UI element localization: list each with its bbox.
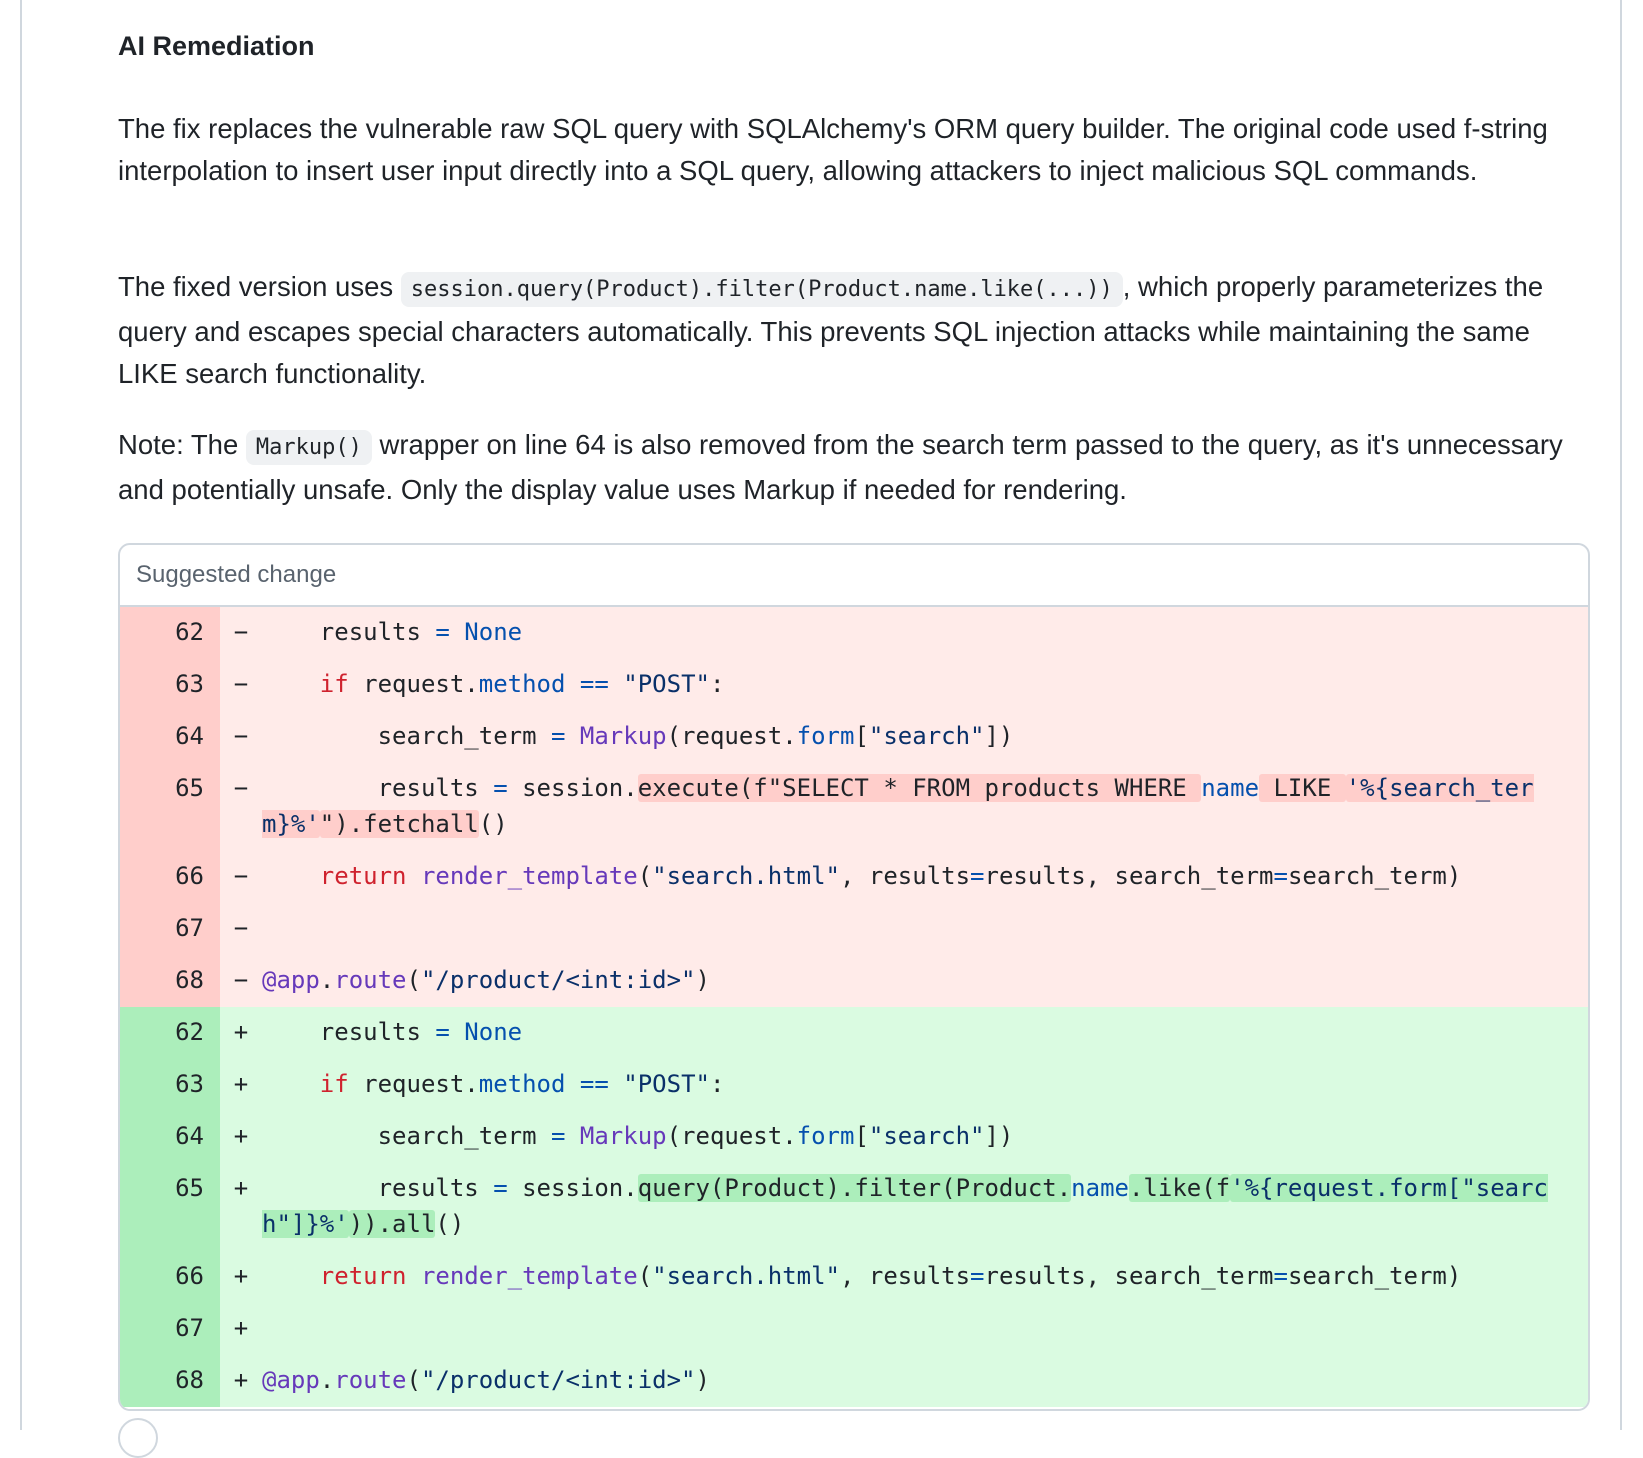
line-number: 66 (120, 851, 220, 903)
code-token (609, 670, 623, 698)
code-line (262, 607, 1588, 659)
code-line (262, 1163, 1588, 1251)
inline-code-orm-query: session.query(Product).filter(Product.name.like(...)) (401, 272, 1123, 307)
code-token: results, search_term (984, 1262, 1274, 1290)
code-token: ) (695, 966, 710, 994)
code-token: form (796, 1122, 855, 1150)
diff-line-add (120, 1007, 1588, 1059)
code-token: request. (348, 670, 479, 698)
code-token: ) (695, 1366, 710, 1394)
code-token: .like(f (1128, 1174, 1231, 1202)
code-token: "search.html" (652, 1262, 840, 1290)
explanation-paragraph-2 (118, 266, 1590, 395)
diff-line-del (120, 903, 1588, 955)
code-token (565, 670, 579, 698)
code-token (450, 618, 464, 646)
code-token: results (262, 774, 494, 802)
code-token: search_term (262, 1122, 551, 1150)
code-line (262, 1251, 1588, 1303)
diff-sign: − (233, 966, 249, 994)
code-token: results, search_term (984, 862, 1274, 890)
code-token: = (970, 862, 985, 890)
line-number: 63 (120, 1059, 220, 1111)
code-line (262, 851, 1588, 903)
code-token: execute(f"SELECT * FROM products WHERE (637, 774, 1202, 802)
code-token: (request. (666, 1122, 797, 1150)
code-token: session. (507, 1174, 638, 1202)
code-token: , results (840, 862, 971, 890)
code-token: None (464, 1018, 523, 1046)
code-token: results (262, 1018, 436, 1046)
line-number: 66 (120, 1251, 220, 1303)
diff-sign: − (233, 722, 249, 750)
code-token (407, 1262, 421, 1290)
code-token (609, 1070, 623, 1098)
code-token (262, 1070, 320, 1098)
diff-line-del (120, 607, 1588, 659)
line-number: 64 (120, 1111, 220, 1163)
diff-sign: + (233, 1070, 249, 1098)
code-token: = (493, 1174, 508, 1202)
code-token: query(Product).filter(Product. (637, 1174, 1072, 1202)
code-token: '%{search_term}%' (262, 774, 1534, 838)
code-token: ( (406, 1366, 421, 1394)
code-line (262, 903, 1588, 955)
code-line (262, 1355, 1588, 1407)
code-line (262, 711, 1588, 763)
code-token: route (334, 966, 407, 994)
code-token: . (319, 1366, 335, 1394)
line-number: 67 (120, 1303, 220, 1355)
code-token: LIKE (1259, 774, 1346, 802)
code-token (262, 670, 320, 698)
paragraph-3-text-before: Note: The (118, 429, 246, 460)
code-token: ( (637, 862, 653, 890)
code-token: ]) (984, 1122, 1014, 1150)
code-line (262, 1111, 1588, 1163)
diff-line-add (120, 1251, 1588, 1303)
code-token: "search" (868, 722, 985, 750)
code-token: @app (262, 966, 320, 994)
code-token (262, 862, 320, 890)
line-number: 64 (120, 711, 220, 763)
code-token (565, 722, 579, 750)
code-token: results (262, 1174, 494, 1202)
code-token: "/product/<int:id>" (420, 1366, 696, 1394)
diff-sign: − (233, 914, 249, 942)
code-token: = (493, 774, 508, 802)
diff-line-add (120, 1303, 1588, 1355)
code-token: : (709, 1070, 725, 1098)
code-token (262, 1262, 320, 1290)
code-token: return (319, 1262, 407, 1290)
code-token: search_term) (1287, 1262, 1462, 1290)
code-token: = (550, 722, 566, 750)
diff-sign: + (233, 1262, 249, 1290)
paragraph-2-text-after: , which properly parameterizes the query and escapes special characters automatically. This prevents SQL injection attacks while maintaining the same LIKE search functionality. (118, 271, 1544, 389)
diff-line-del (120, 763, 1588, 851)
code-token: render_template (420, 1262, 638, 1290)
diff-sign: − (233, 670, 249, 698)
code-token: form (796, 722, 855, 750)
diff-sign: + (233, 1366, 249, 1394)
diff-line-del (120, 659, 1588, 711)
code-token: "/product/<int:id>" (420, 966, 696, 994)
code-token: ").fetchall (319, 810, 479, 838)
code-token: if (319, 1070, 349, 1098)
code-token: = (550, 1122, 566, 1150)
diff-line-add (120, 1355, 1588, 1407)
code-token: route (334, 1366, 407, 1394)
line-number: 68 (120, 955, 220, 1007)
code-token (450, 1018, 464, 1046)
code-token: : (709, 670, 725, 698)
code-token: search_term) (1287, 862, 1462, 890)
code-token: '%{request.form["search"]}%' (262, 1174, 1549, 1238)
code-token (565, 1070, 579, 1098)
diff-sign: − (233, 862, 249, 890)
code-token: = (970, 1262, 985, 1290)
diff-line-del (120, 851, 1588, 903)
code-token: (request. (666, 722, 797, 750)
line-number: 63 (120, 659, 220, 711)
diff-line-add (120, 1111, 1588, 1163)
code-token: () (478, 810, 508, 838)
suggested-change-header: Suggested change (120, 545, 1588, 607)
code-token: method (478, 670, 566, 698)
reaction-icon[interactable] (118, 1418, 158, 1458)
explanation-paragraph-3 (118, 424, 1590, 511)
diff-sign: + (233, 1314, 249, 1342)
diff-sign: + (233, 1122, 249, 1150)
diff-line-del (120, 711, 1588, 763)
remediation-heading: AI Remediation (118, 31, 315, 61)
code-token: == (579, 1070, 609, 1098)
code-token: render_template (420, 862, 638, 890)
code-token: if (319, 670, 349, 698)
code-token (565, 1122, 579, 1150)
code-token: "POST" (623, 670, 710, 698)
code-token: None (464, 618, 523, 646)
code-token: )).all (348, 1210, 436, 1238)
code-token: ( (637, 1262, 653, 1290)
diff-line-add (120, 1163, 1588, 1251)
paragraph-3-text-after: wrapper on line 64 is also removed from the search term passed to the query, as it's unnecessary and potentially unsafe. Only the display value uses Markup if needed for rendering. (118, 429, 1563, 505)
code-token: return (319, 862, 407, 890)
code-token: == (579, 670, 609, 698)
line-number: 68 (120, 1355, 220, 1407)
code-token: @app (262, 1366, 320, 1394)
diff-table (120, 607, 1588, 1407)
code-token: Markup (579, 1122, 667, 1150)
paragraph-2-text-before: The fixed version uses (118, 271, 401, 302)
diff-line-add (120, 1059, 1588, 1111)
code-token: name (1201, 774, 1260, 802)
inline-code-markup: Markup() (246, 430, 372, 465)
code-token: = (1273, 1262, 1288, 1290)
diff-sign: − (233, 618, 249, 646)
code-token: = (435, 618, 450, 646)
code-line (262, 1059, 1588, 1111)
code-token: Markup (579, 722, 667, 750)
code-token: "search.html" (652, 862, 840, 890)
line-number: 65 (120, 1163, 220, 1251)
diff-sign: − (233, 774, 249, 802)
code-token: () (435, 1210, 465, 1238)
code-token: , results (840, 1262, 971, 1290)
code-line (262, 955, 1588, 1007)
code-token: name (1071, 1174, 1129, 1202)
code-token (407, 862, 421, 890)
code-token: search_term (262, 722, 551, 750)
diff-line-del (120, 955, 1588, 1007)
code-token: request. (348, 1070, 479, 1098)
code-token: "POST" (623, 1070, 710, 1098)
code-line (262, 1303, 1588, 1355)
code-token: method (478, 1070, 566, 1098)
code-token: ]) (984, 722, 1014, 750)
suggested-change-box (118, 543, 1590, 1411)
code-token: . (319, 966, 335, 994)
code-token: [ (854, 1122, 869, 1150)
code-line (262, 659, 1588, 711)
explanation-paragraph-1: The fix replaces the vulnerable raw SQL query with SQLAlchemy's ORM query builder. The original code used f-string interpolation to insert user input directly into a SQL query, allowing attackers to inject malicious SQL commands. (118, 113, 1548, 186)
code-token: = (1273, 862, 1288, 890)
code-line (262, 763, 1588, 851)
code-token: ( (406, 966, 421, 994)
diff-sign: + (233, 1174, 249, 1202)
line-number: 62 (120, 607, 220, 659)
code-token: results (262, 618, 436, 646)
code-token: [ (854, 722, 869, 750)
code-token: = (435, 1018, 450, 1046)
code-token: session. (507, 774, 638, 802)
line-number: 67 (120, 903, 220, 955)
line-number: 65 (120, 763, 220, 851)
diff-sign: + (233, 1018, 249, 1046)
code-line (262, 1007, 1588, 1059)
line-number: 62 (120, 1007, 220, 1059)
code-token: "search" (868, 1122, 985, 1150)
